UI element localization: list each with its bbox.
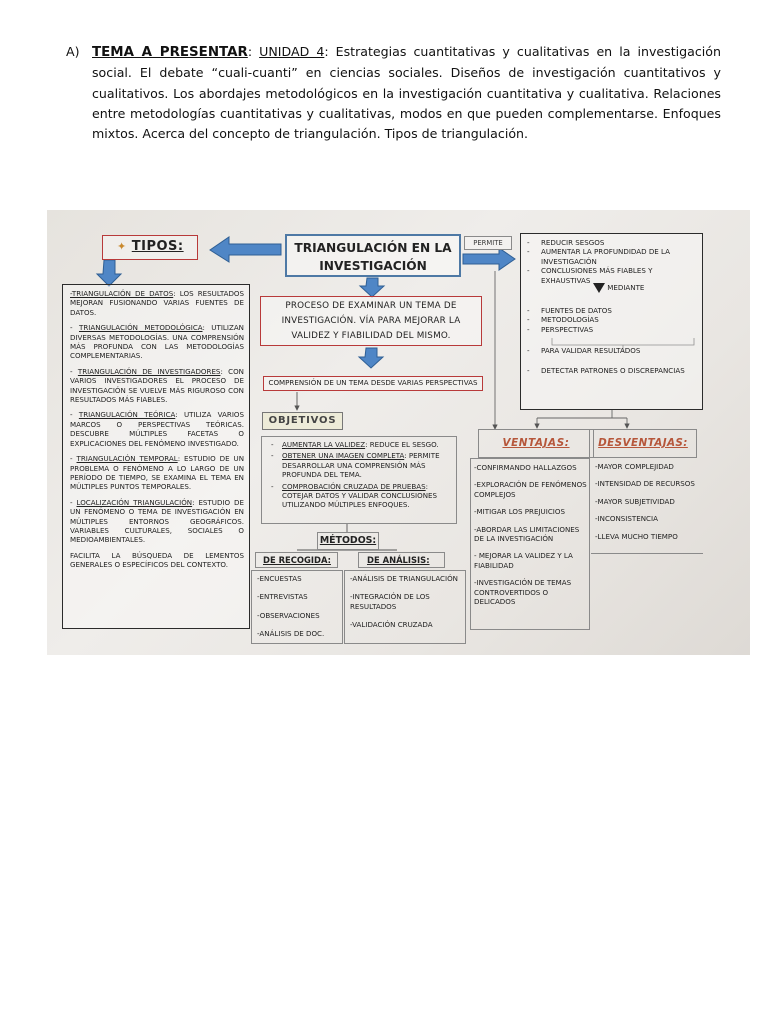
list-item: - TRIANGULACIÓN METODOLÓGICA: UTILIZAN DIVERSAS METODOLOGÍAS. UNA COMPRENSIÓN MÁS PROFUNDA CON LAS METODOLOGÍAS COMPLEMENTARIAS. [70, 323, 244, 361]
topic-text: : Estrategias cuantitativas y cualitativas en la investigación social. El debate “cuali-cuanti” en ciencias sociales. Diseños de investigación cuantitativos y cualitativos. Los abordajes metodológicos en la investigación cuantitativa y cualitativa. Relaciones entre metodologías cuantitativas y cualitativas, modos en que pueden complementarse. Enfoques mixtos. Acerca del concepto de triangulación. Tipos de triangulación. [92, 44, 721, 142]
list-item: -INVESTIGACIÓN DE TEMAS CONTROVERTIDOS O DELICADOS [474, 578, 572, 607]
list-item: - TRIANGULACIÓN TEMPORAL: ESTUDIO DE UN PROBLEMA O FENÓMENO A LO LARGO DE UN PERÍODO DE TIEMPO, SE EXAMINA EL TEMA EN MÚLTIPLES PUNTOS TEMPORALES. [70, 454, 244, 492]
list-item: - TRIANGULACIÓN DE INVESTIGADORES: CON VARIOS INVESTIGADORES EL PROCESO DE INVESTIGACIÓN SE VUELVE MÁS RIGUROSO CON RESULTADOS MÁS FIABLES. [70, 366, 244, 405]
list-item: -ENTREVISTAS [257, 592, 308, 602]
list-item: - OBTENER UNA IMAGEN COMPLETA: PERMITE DESARROLLAR UNA COMPRENSIÓN MÁS PROFUNDA DEL TEMA. [282, 451, 450, 479]
list-item: - AUMENTAR LA PROFUNDIDAD DE LA INVESTIGACIÓN [541, 247, 696, 266]
list-item: - COMPROBACIÓN CRUZADA DE PRUEBAS: COTEJAR DATOS Y VALIDAR CONCLUSIONES UTILIZANDO MÚLTIPLES ENFOQUES. [282, 482, 450, 510]
list-item: - TRIANGULACIÓN TEÓRICA: UTILIZA VARIOS MARCOS O PERSPECTIVAS TEÓRICAS. DESCUBRE MÚLTIPLES FACETAS O EXPLICACIONES DEL FENÓMENO INVESTIGADO. [70, 410, 244, 448]
topic-paragraph [66, 42, 721, 144]
tipos-footer: FACILITA LA BÚSQUEDA DE LEMENTOS GENERALES O ESPECÍFICOS DEL CONTEXTO. [70, 550, 244, 570]
desventajas-label: DESVENTAJAS: [589, 429, 697, 458]
definition-box: PROCESO DE EXAMINAR UN TEMA DE INVESTIGACIÓN. VÍA PARA MEJORAR LA VALIDEZ Y FIABILIDAD DEL MISMO. [260, 296, 482, 346]
list-item: - PARA VALIDAR RESULTADOS [541, 346, 696, 355]
list-item: - DETECTAR PATRONES O DISCREPANCIAS [541, 366, 696, 375]
list-item: - REDUCIR SESGOS [541, 238, 696, 247]
topic-body [92, 42, 721, 144]
analisis-label: DE ANÁLISIS: [358, 552, 445, 568]
permite-label: PERMITE [464, 236, 512, 250]
list-item: -INTEGRACIÓN DE LOS RESULTADOS [350, 592, 430, 611]
topic-label: TEMA A PRESENTAR [92, 45, 248, 60]
list-item: -ANÁLISIS DE TRIANGULACIÓN [350, 574, 458, 583]
metodos-label: MÉTODOS: [317, 532, 379, 550]
list-item: - PERSPECTIVAS [541, 325, 696, 334]
list-item: -INTENSIDAD DE RECURSOS [595, 479, 695, 489]
list-item: -MAYOR COMPLEJIDAD [595, 462, 674, 471]
list-item: -TRIANGULACIÓN DE DATOS: LOS RESULTADOS MEJORAN FUSIONANDO VARIAS FUENTES DE DATOS. [70, 289, 245, 317]
unit-label: UNIDAD 4 [259, 44, 325, 59]
map-title: TRIANGULACIÓN EN LA INVESTIGACIÓN [285, 234, 461, 277]
list-item: -EXPLORACIÓN DE FENÓMENOS COMPLEJOS [474, 480, 587, 499]
arrow-down-icon [593, 283, 605, 293]
list-item: - METODOLOGÍAS [541, 315, 696, 324]
comprension-box: COMPRENSIÓN DE UN TEMA DESDE VARIAS PERSPECTIVAS [263, 376, 483, 391]
list-item: - LOCALIZACIÓN TRIANGULACIÓN: ESTUDIO DE UN FENÓMENO O TEMA DE INVESTIGACIÓN EN MÚLTIPLES ENTORNOS GEOGRÁFICOS. VARIABLES CULTURALES, SOCIALES O MEDIOAMBIENTALES. [70, 497, 244, 545]
list-item: -MAYOR SUBJETIVIDAD [595, 496, 675, 506]
ventajas-label: VENTAJAS: [478, 429, 594, 458]
objetivos-label: OBJETIVOS [262, 412, 343, 430]
list-item: -INCONSISTENCIA [595, 514, 658, 524]
list-item: - CONCLUSIONES MÁS FIABLES Y EXHAUSTIVAS [541, 266, 696, 285]
list-item: -MITIGAR LOS PREJUICIOS [474, 507, 565, 517]
list-item: -ENCUESTAS [257, 574, 302, 583]
desventajas-list [591, 458, 703, 554]
list-item: - MEJORAR LA VALIDEZ Y LA FIABILIDAD [474, 551, 573, 570]
list-item: -OBSERVACIONES [257, 610, 320, 620]
list-item: - FUENTES DE DATOS [541, 306, 696, 315]
ventajas-list [470, 458, 590, 630]
tipos-list [62, 284, 250, 629]
tipos-label: TIPOS: [131, 239, 184, 254]
recogida-list [251, 570, 343, 644]
tipos-heading [102, 235, 198, 260]
list-marker: A) [66, 44, 80, 59]
list-item: -VALIDACIÓN CRUZADA [350, 620, 433, 630]
recogida-label: DE RECOGIDA: [255, 552, 338, 568]
list-item: - AUMENTAR LA VALIDEZ: REDUCE EL SESGO. [282, 440, 450, 449]
list-item: -LLEVA MUCHO TIEMPO [595, 531, 678, 541]
permite-box [520, 233, 703, 410]
objetivos-box [261, 436, 457, 524]
mediante-label: MEDIANTE [607, 283, 645, 293]
list-item: -ABORDAR LAS LIMITACIONES DE LA INVESTIGACIÓN [474, 524, 580, 544]
mediante-row [593, 283, 696, 299]
pin-icon: ✦ [117, 240, 127, 253]
separator: : [247, 44, 260, 59]
analisis-list [344, 570, 466, 644]
list-item: -ANÁLISIS DE DOC. [257, 629, 325, 639]
concept-map-photo [47, 210, 750, 655]
list-item: -CONFIRMANDO HALLAZGOS [474, 463, 577, 472]
